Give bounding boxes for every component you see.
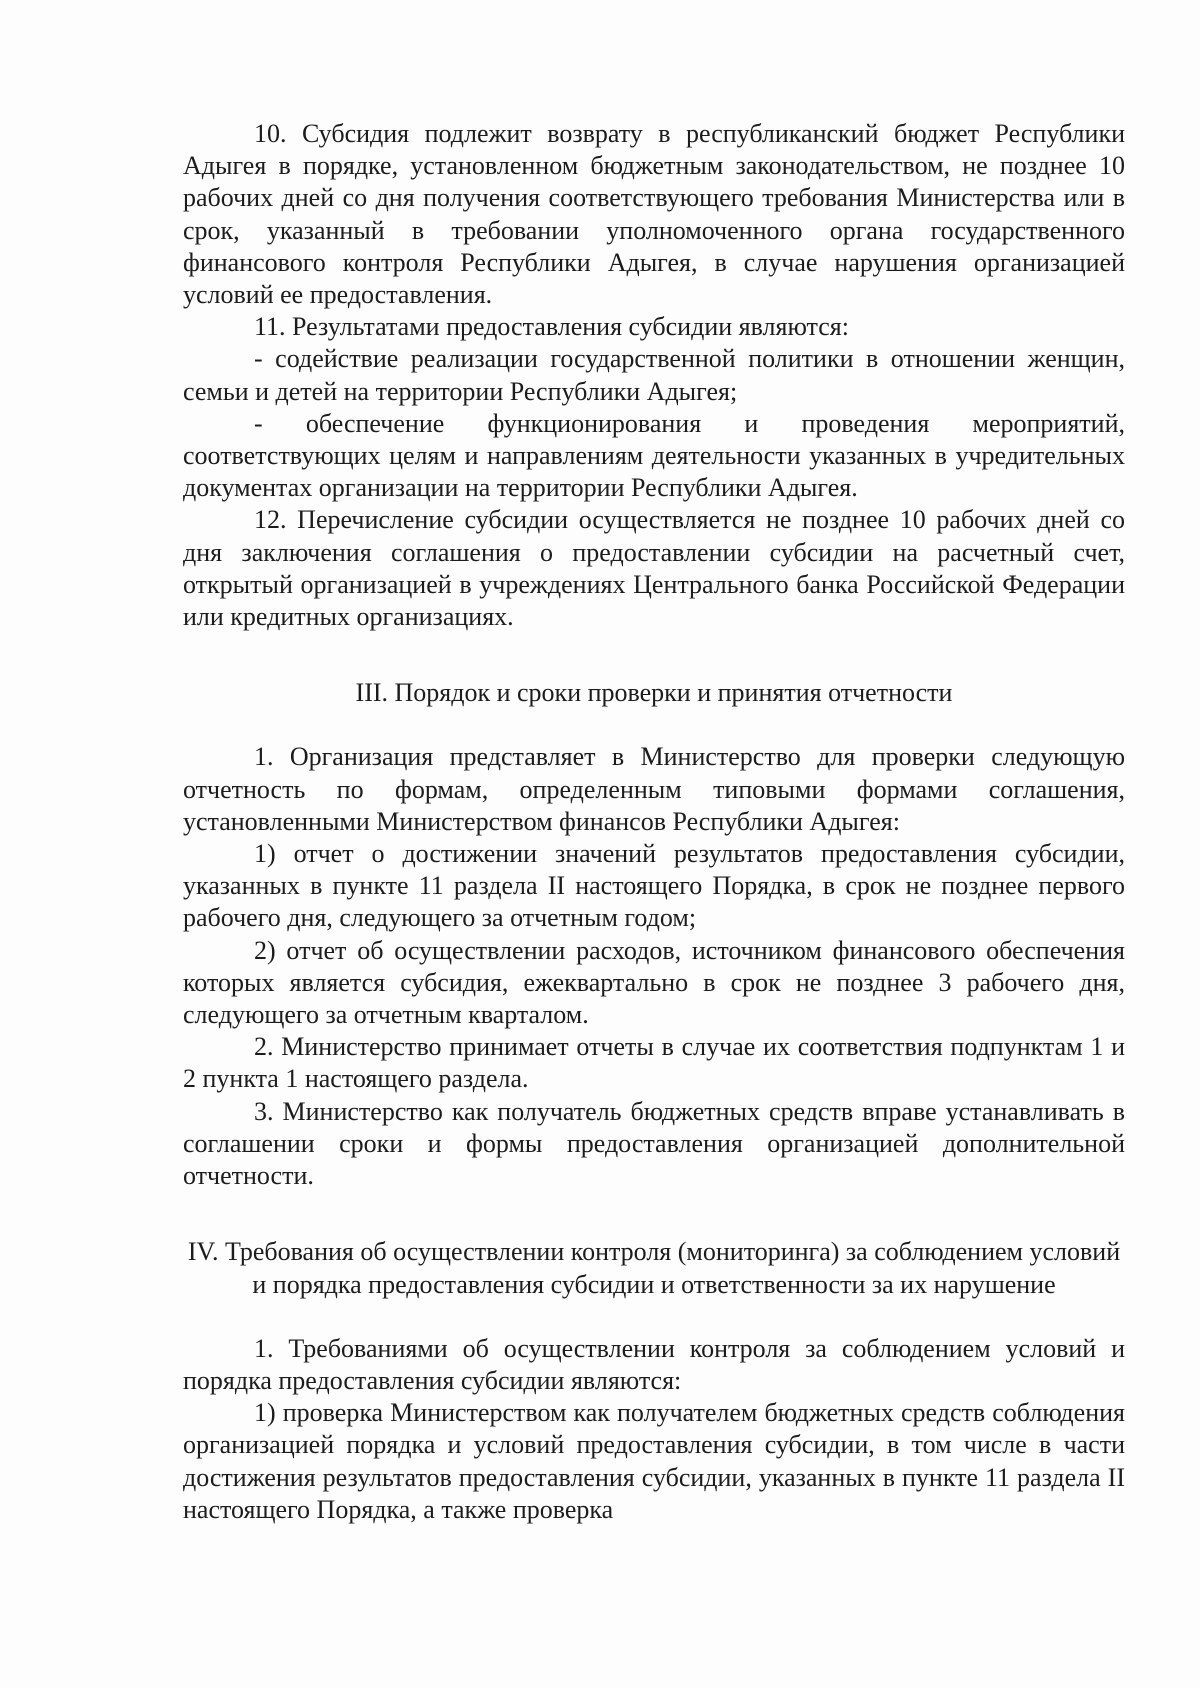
section-3-subitem-1: 1) отчет о достижении значений результатов предоставления субсидии, указанных в пункте 11 раздела II настоящего Порядка, в срок не позднее первого рабочего дня, следующего за отчетным годом; (183, 839, 1125, 933)
paragraph-11-results: 11. Результатами предоставления субсидии являются: (254, 312, 849, 342)
section-4-heading: IV. Требования об осуществлении контроля (мониторинга) за соблюдением условий и порядка предоставления субсидии и ответственности за их нарушение (187, 1237, 1121, 1299)
section-3-paragraph-3: 3. Министерство как получатель бюджетных средств вправе устанавливать в соглашении сроки и формы предоставления организацией дополнительной отчетности. (183, 1096, 1125, 1191)
section-4-subitem-1: 1) проверка Министерством как получателем бюджетных средств соблюдения организацией порядка и условий предоставления субсидии, в том числе в части достижения результатов предоставления субсидии, указанных в пункте 11 раздела II настоящего Порядка, а также проверка (183, 1398, 1125, 1524)
section-4-paragraph-1: 1. Требованиями об осуществлении контроля за соблюдением условий и порядка предоставления субсидии являются: (183, 1333, 1125, 1395)
section-3-subitem-2: 2) отчет об осуществлении расходов, источником финансового обеспечения которых является субсидия, ежеквартально в срок не позднее 3 рабочего дня, следующего за отчетным кварталом. (183, 935, 1125, 1030)
section-3-paragraph-2: 2. Министерство принимает отчеты в случае их соответствия подпунктам 1 и 2 пункта 1 настоящего раздела. (183, 1032, 1125, 1094)
paragraph-10-refund: 10. Субсидия подлежит возврату в республиканский бюджет Республики Адыгея в порядке, установленном бюджетным законодательством, не позднее 10 рабочих дней со дня получения соответствующего требования Министерства или в срок, указанный в требовании уполномоченного органа государственного финансового контроля Республики Адыгея, в случае нарушения организацией условий ее предоставления. (183, 119, 1125, 310)
list-item-results-2: - обеспечение функционирования и проведения мероприятий, соответствующих целям и направлениям деятельности указанных в учредительных документах организации на территории Республики Адыгея. (183, 408, 1125, 503)
section-3-paragraph-1: 1. Организация представляет в Министерство для проверки следующую отчетность по формам, определенным типовыми формами соглашения, установленными Министерством финансов Республики Адыгея: (183, 742, 1125, 836)
list-item-results-1: - содействие реализации государственной политики в отношении женщин, семьи и детей на территории Республики Адыгея; (183, 344, 1125, 406)
document-body (183, 118, 1125, 1526)
section-3-heading: III. Порядок и сроки проверки и принятия отчетности (355, 678, 953, 708)
paragraph-12-transfer: 12. Перечисление субсидии осуществляется не позднее 10 рабочих дней со дня заключения соглашения о предоставлении субсидии на расчетный счет, открытый организацией в учреждениях Центрального банка Российской Федерации или кредитных организациях. (183, 505, 1125, 632)
